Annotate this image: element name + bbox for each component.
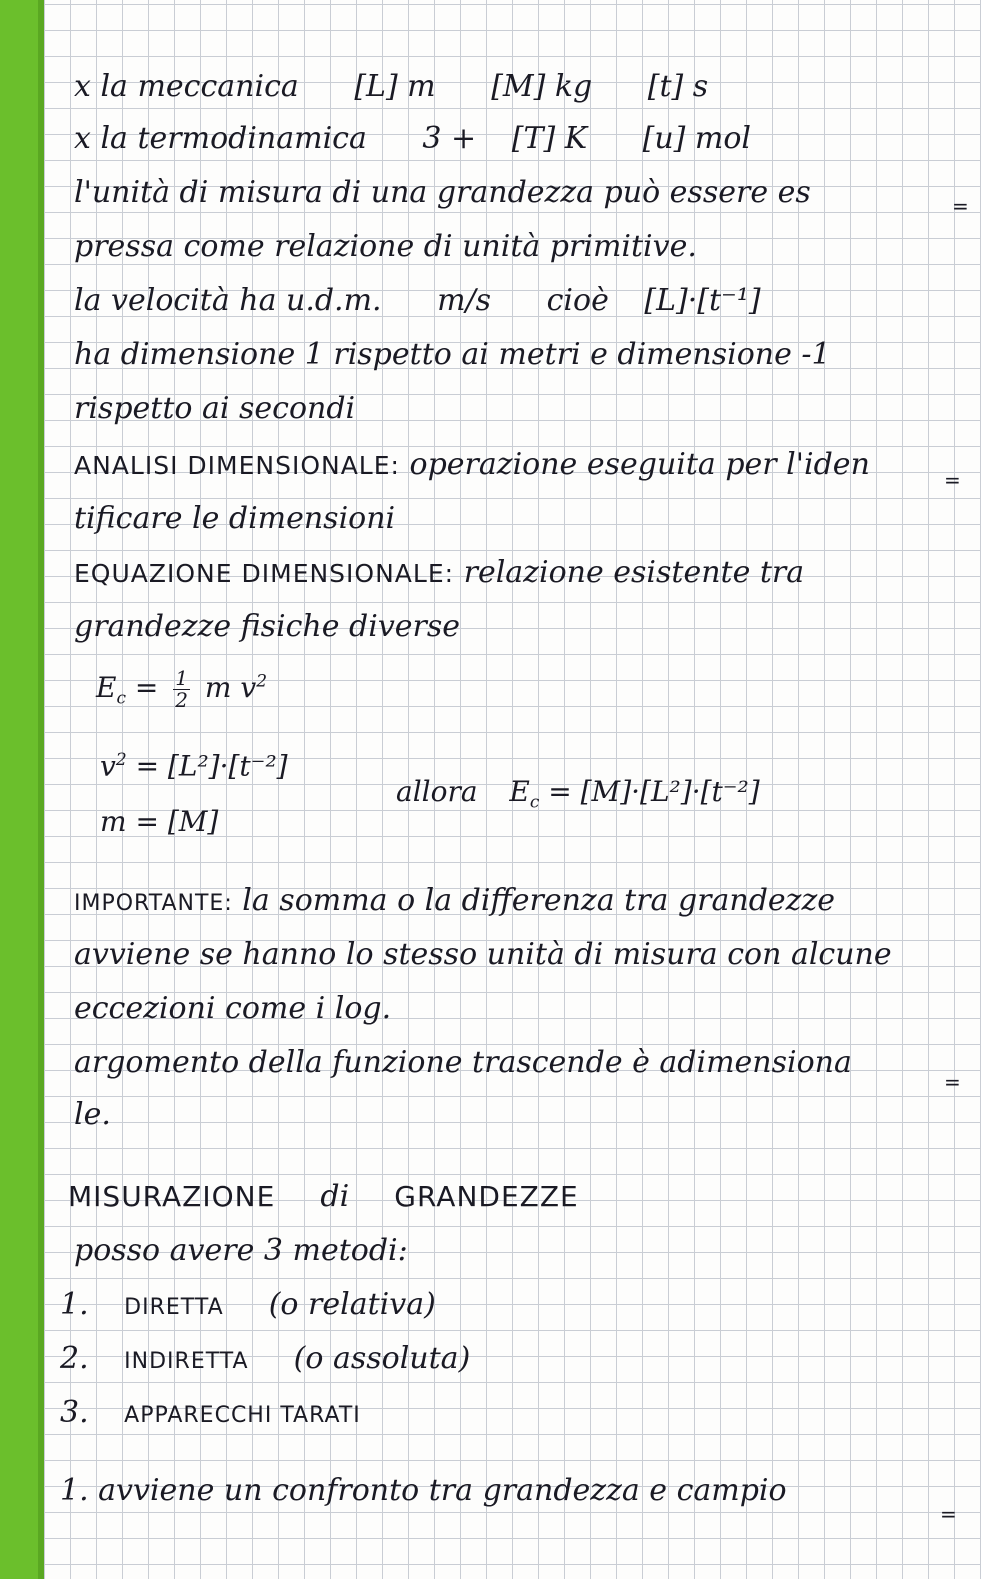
note-line-eccezioni: eccezioni come i log. [74, 991, 392, 1026]
note-line-metodi: posso avere 3 metodi: [74, 1233, 408, 1268]
note-line-secondi: rispetto ai secondi [74, 391, 356, 426]
heading-importante: IMPORTANTE: [74, 891, 233, 916]
note-line-confronto: 1. avviene un confronto tra grandezza e campio [60, 1473, 787, 1508]
note-line-avviene: avviene se hanno lo stesso unità di misura con alcune [74, 937, 892, 972]
method-item-1: 1. DIRETTA (o relativa) [60, 1287, 436, 1322]
note-line-unita-misura: l'unità di misura di una grandezza può essere es [74, 175, 811, 210]
hyphen-mark: = [944, 468, 961, 492]
note-line-grandezze-fisiche: grandezze fisiche diverse [74, 609, 461, 644]
note-line-le: le. [74, 1097, 111, 1132]
formula-v-squared: $v^2 = [L^2]\cdot[t^{-2}]$ [100, 749, 288, 783]
note-line-analisi: ANALISI DIMENSIONALE: operazione eseguita per l'iden [74, 447, 870, 482]
note-line-equazione: EQUAZIONE DIMENSIONALE: relazione esistente tra [74, 555, 805, 590]
heading-misurazione-grandezze: MISURAZIONE di GRANDEZZE [68, 1179, 579, 1214]
method-item-3: 3. APPARECCHI TARATI [60, 1395, 361, 1430]
note-line-termodinamica: x la termodinamica 3 + [T] K [u] mol [74, 121, 752, 156]
notebook-binding-strip [0, 0, 44, 1579]
note-line-tificare: tificare le dimensioni [74, 501, 396, 536]
note-line-meccanica: x la meccanica [L] m [M] kg [t] s [74, 69, 709, 104]
note-line-importante: IMPORTANTE: la somma o la differenza tra grandezze [74, 883, 836, 918]
hyphen-mark: = [940, 1502, 957, 1526]
fraction-one-half: $\frac{1}{2}$ [175, 666, 188, 712]
note-line-dimensione: ha dimensione 1 rispetto ai metri e dimensione -1 [74, 337, 831, 372]
note-line-relazione: pressa come relazione di unità primitive. [74, 229, 697, 264]
heading-equazione-dimensionale: EQUAZIONE DIMENSIONALE: [74, 559, 455, 588]
formula-mass: m = [M] [100, 805, 219, 838]
formula-kinetic-energy: $E_c$ = $\frac{1}{2}$ m $v^2$ [96, 666, 268, 712]
formula-result: allora $E_c = [M]\cdot[L^2]\cdot[t^{-2}]$ [396, 775, 760, 813]
heading-analisi-dimensionale: ANALISI DIMENSIONALE: [74, 451, 400, 480]
hyphen-mark: = [952, 194, 969, 218]
note-line-velocita: la velocità ha u.d.m. m/s cioè [L]·[t⁻¹] [74, 283, 761, 318]
hyphen-mark: = [944, 1070, 961, 1094]
note-line-argomento: argomento della funzione trascende è adimensiona [74, 1045, 852, 1080]
method-item-2: 2. INDIRETTA (o assoluta) [60, 1341, 471, 1376]
